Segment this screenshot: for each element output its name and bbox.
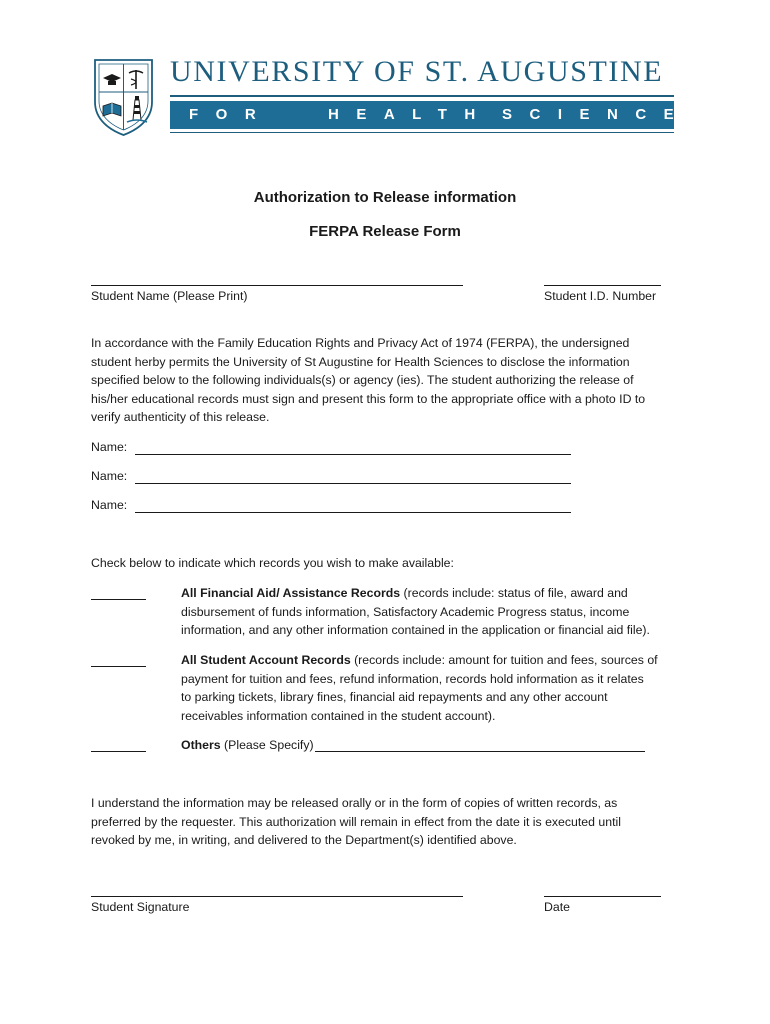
student-account-checkline[interactable] <box>91 666 146 667</box>
intro-paragraph <box>91 334 645 427</box>
student-signature-field[interactable] <box>91 896 463 897</box>
name-field-3[interactable] <box>135 512 571 513</box>
others-checkline[interactable] <box>91 751 146 752</box>
header-subtitle-word: HEALTH <box>328 106 493 123</box>
understanding-line: preferred by the requester. This authorization will remain in effect from the date it is executed until <box>91 814 621 829</box>
header-rule-top <box>170 95 674 97</box>
student-account-option-text: payment for tuition and fees, refund information, records hold information as it relates <box>181 671 644 686</box>
financial-aid-option-text: information, and any other information contained in the application or financial aid file). <box>181 623 650 638</box>
intro-line: student herby permits the University of St Augustine for Health Sciences to disclose the information <box>91 354 630 369</box>
others-option <box>181 736 314 755</box>
student-name-label: Student Name (Please Print) <box>91 289 248 303</box>
header-subtitle-word: FOR <box>189 106 274 123</box>
student-account-option-text: receivables information contained in the student account). <box>181 708 496 723</box>
form-subtitle: FERPA Release Form <box>309 223 461 240</box>
header-rule-bottom <box>170 132 674 133</box>
student-account-option <box>181 651 658 725</box>
financial-aid-option-text: disbursement of funds information, Satisfactory Academic Progress status, income <box>181 604 630 619</box>
date-field[interactable] <box>544 896 661 897</box>
financial-aid-checkline[interactable] <box>91 599 146 600</box>
name-label: Name: <box>91 498 128 512</box>
financial-aid-option <box>181 584 650 640</box>
name-label: Name: <box>91 440 128 454</box>
name-label: Name: <box>91 469 128 483</box>
student-id-field[interactable] <box>544 285 661 286</box>
student-id-label: Student I.D. Number <box>544 289 657 303</box>
student-name-field[interactable] <box>91 285 463 286</box>
student-account-option-text: to parking tickets, library fines, financial aid repayments and any other account <box>181 690 608 705</box>
student-signature-label: Student Signature <box>91 900 190 914</box>
others-specify-field[interactable] <box>315 751 645 752</box>
form-title: Authorization to Release information <box>253 189 517 206</box>
financial-aid-option-text: (records include: status of file, award and <box>400 586 628 600</box>
financial-aid-option-title: All Financial Aid/ Assistance Records <box>181 586 401 600</box>
university-name: UNIVERSITY OF ST. AUGUSTINE <box>170 55 664 88</box>
understanding-line: I understand the information may be released orally or in the form of copies of written records, as <box>91 796 618 810</box>
others-option-title: Others <box>181 738 221 752</box>
header-subtitle <box>170 101 719 129</box>
intro-line: In accordance with the Family Education Rights and Privacy Act of 1974 (FERPA), the undersigned <box>91 336 630 350</box>
intro-line: his/her educational records must sign and present this form to the appropriate office with a photo ID to <box>91 391 646 406</box>
intro-line: specified below to the following individuals(s) or agency (ies). The student authorizing the release of <box>91 373 634 388</box>
student-account-option-text: (records include: amount for tuition and fees, sources of <box>350 653 658 667</box>
understanding-line: revoked by me, in writing, and delivered to the Department(s) identified above. <box>91 833 517 848</box>
intro-line: verify authenticity of this release. <box>91 410 270 425</box>
name-field-1[interactable] <box>135 454 571 455</box>
university-crest-icon <box>93 58 154 136</box>
understanding-paragraph <box>91 794 621 850</box>
date-label: Date <box>544 900 570 914</box>
name-field-2[interactable] <box>135 483 571 484</box>
student-account-option-title: All Student Account Records <box>181 653 351 667</box>
header-subtitle-word: SCIENCES <box>502 106 719 123</box>
others-option-text: (Please Specify) <box>220 738 314 752</box>
check-instruction: Check below to indicate which records you wish to make available: <box>91 556 454 570</box>
